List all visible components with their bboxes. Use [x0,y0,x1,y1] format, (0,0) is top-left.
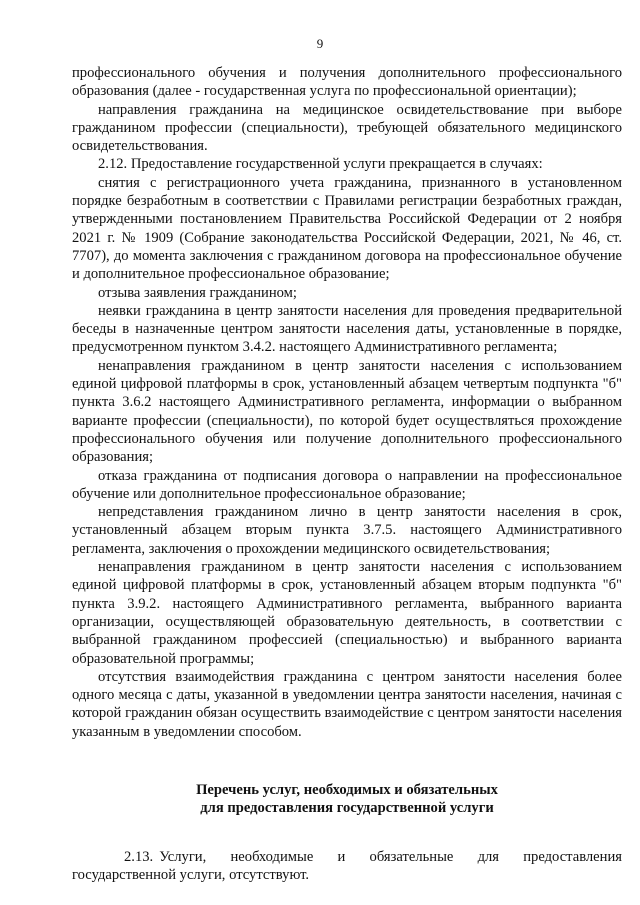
paragraph: 2.12. Предоставление государственной услуги прекращается в случаях: [98,156,543,173]
paragraph: отсутствия взаимодействия гражданина с центром занятости населения более одного месяца с даты, указанной в уведомлении центра занятости населения, начиная с которой гражданин обязан осуществить взаимодействие с центром занятости населения указанным в уведомлении способом. [72,668,622,740]
section-paragraph [72,848,622,885]
paragraph-text: Услуги, необходимые и обязательные для предоставления государственной услуги, отсутствуют. [72,848,622,883]
paragraph: направления гражданина на медицинское освидетельствование при выборе гражданином профессии (специальности), требующей обязательного медицинского освидетельствования. [72,101,622,155]
paragraph: ненаправления гражданином в центр занятости населения с использованием единой цифровой платформы в срок, установленный абзацем вторым подпункта "б" пункта 3.9.2. настоящего Административного регламента, выбранного варианта организации, осуществляющей образовательную деятельность, в соответствии с выбранной гражданином профессией (специальностью) и выбранного варианта образовательной программы; [72,559,622,667]
paragraph: ненаправления гражданином в центр занятости населения с использованием единой цифровой платформы в срок, установленный абзацем четвертым подпункта "б" пункта 3.6.2 настоящего Административного регламента, информации о выбранном варианте профессии (специальности), по которой будет осуществляться прохождение профессионального обучения или получение дополнительного профессионального образования; [72,357,622,466]
paragraph: неявки гражданина в центр занятости населения для проведения предварительной беседы в назначенные центром занятости населения даты, установленные в порядке, предусмотренном пунктом 3.4.2. настоящего Административного регламента; [72,302,622,356]
paragraph-number: 2.13. [124,848,154,865]
section-heading [72,781,622,818]
paragraph: снятия с регистрационного учета гражданина, признанного в установленном порядке безработным в соответствии с Правилами регистрации безработных граждан, утвержденными постановлением Правительства Российской Федерации от 2 ноября 2021 г. № 1909 (Собрание законодательства Российской Федерации, 2021, № 46, ст. 7707), до момента заключения с гражданином договора на профессиональное обучение и дополнительное профессиональное образование; [72,174,622,283]
document-body [72,64,622,884]
section-heading-line-1: Перечень услуг, необходимых и обязательных [196,781,498,798]
paragraph: отзыва заявления гражданином; [98,284,297,301]
paragraph: отказа гражданина от подписания договора о направлении на профессиональное обучение или дополнительное профессиональное образование; [72,467,622,502]
section-heading-line-2: для предоставления государственной услуги [200,800,494,817]
page-number: 9 [316,36,324,51]
paragraph: профессионального обучения и получения дополнительного профессионального образования (далее - государственная услуга по профессиональной ориентации); [72,65,622,100]
paragraph: непредставления гражданином лично в центр занятости населения в срок, установленный абзацем вторым пункта 3.7.5. настоящего Административного регламента, заключения о прохождении медицинского освидетельствования; [72,504,622,557]
